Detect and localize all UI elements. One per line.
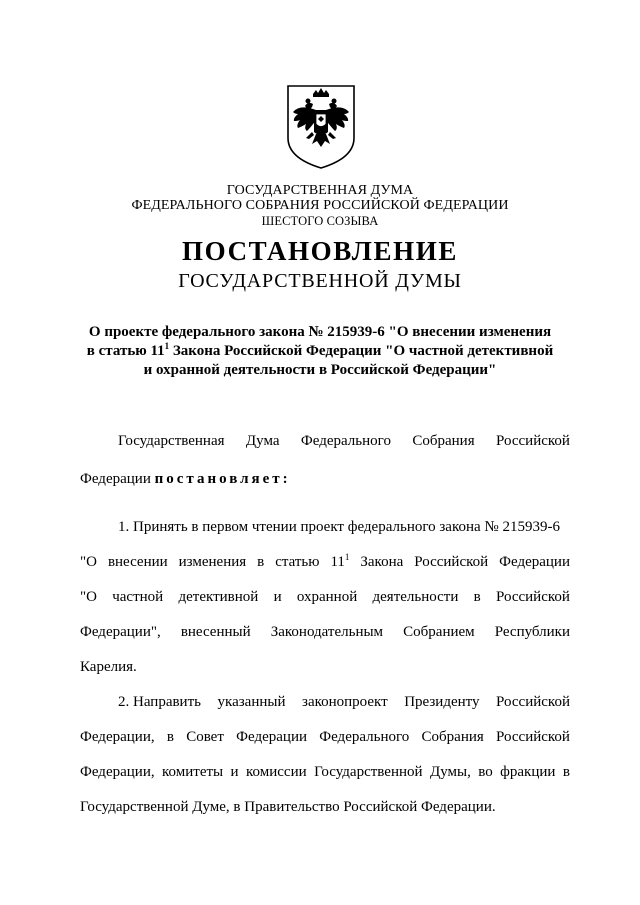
- document-subtitle: ГОСУДАРСТВЕННОЙ ДУМЫ: [178, 270, 462, 292]
- subject-line-1: О проекте федерального закона № 215939-6 "О внесении изменения: [88, 324, 552, 340]
- word: Законодательным: [270, 624, 384, 640]
- word: Думы,: [429, 764, 471, 780]
- russian-coat-of-arms-icon: [286, 84, 356, 170]
- subject-superscript: 1: [164, 341, 170, 351]
- item-1-line-3: [80, 588, 570, 606]
- word: Государственная: [118, 433, 225, 449]
- item-2-line-4: Государственной Думе, в Правительство Российской Федерации.: [80, 799, 496, 815]
- document-title: ПОСТАНОВЛЕНИЕ: [182, 236, 458, 266]
- preamble-text: Федерации: [80, 471, 155, 487]
- subject-line-2-end: Закона Российской Федерации "О частной детективной: [169, 343, 554, 359]
- word: указанный: [217, 694, 286, 710]
- word: Собранием: [403, 624, 475, 640]
- word: деятельности: [372, 589, 459, 605]
- item-2-line-3: [80, 763, 570, 781]
- item-1-line-2: [80, 553, 570, 572]
- word: статью: [275, 554, 320, 570]
- subject-line-3: и охранной деятельности в Российской Федерации": [143, 362, 497, 378]
- word: в: [257, 554, 265, 570]
- item-1-line-4: [80, 623, 570, 641]
- word: Собрания: [412, 433, 475, 449]
- word: Республики: [494, 624, 570, 640]
- word: Закона: [360, 554, 404, 570]
- word: 11: [330, 554, 345, 570]
- word: и: [230, 764, 239, 780]
- word: Российской: [414, 554, 489, 570]
- subject-line-2-start: в статью 11: [86, 343, 165, 359]
- word: в: [473, 589, 481, 605]
- word: в: [562, 764, 570, 780]
- article-number: [330, 553, 349, 572]
- word: 2. Направить: [118, 694, 201, 710]
- subject-line-2: [0, 342, 640, 361]
- preamble-line-2: [80, 470, 570, 488]
- word: Президенту: [404, 694, 480, 710]
- preamble-line-1: [118, 432, 570, 450]
- word: Совет: [186, 729, 224, 745]
- word: внесении: [107, 554, 168, 570]
- word: законопроект: [302, 694, 388, 710]
- item-2-line-2: [80, 728, 570, 746]
- word: Российской: [496, 694, 570, 710]
- word: Дума: [245, 433, 280, 449]
- word: Государственной: [314, 764, 423, 780]
- word: Федерации: [236, 729, 307, 745]
- org-line-federal-assembly: ФЕДЕРАЛЬНОГО СОБРАНИЯ РОССИЙСКОЙ ФЕДЕРАЦИИ: [131, 198, 509, 213]
- word: комитеты: [162, 764, 224, 780]
- word: и: [273, 589, 282, 605]
- item-1-line-1: 1. Принять в первом чтении проект федерального закона № 215939-6: [118, 519, 560, 535]
- word: охранной: [296, 589, 358, 605]
- word: Российской: [496, 589, 570, 605]
- word: фракции: [500, 764, 556, 780]
- word: Федерации,: [80, 764, 155, 780]
- item-1-line-5: Карелия.: [80, 659, 137, 675]
- word: Федерации: [499, 554, 570, 570]
- item-2-line-1: [118, 693, 570, 711]
- word: Федерального: [300, 433, 391, 449]
- word: "О: [80, 589, 97, 605]
- org-line-duma: ГОСУДАРСТВЕННАЯ ДУМА: [226, 183, 414, 198]
- resolves-word: постановляет:: [154, 471, 291, 487]
- word: во: [478, 764, 493, 780]
- word: изменения: [178, 554, 247, 570]
- word: Федерального: [319, 729, 410, 745]
- word: Собрания: [421, 729, 484, 745]
- word: внесенный: [180, 624, 251, 640]
- word: в: [166, 729, 174, 745]
- word: частной: [112, 589, 164, 605]
- word: комиссии: [246, 764, 307, 780]
- word: Российской: [496, 729, 570, 745]
- word: детективной: [178, 589, 259, 605]
- word: Федерации,: [80, 729, 155, 745]
- superscript: 1: [344, 552, 350, 562]
- word: Федерации",: [80, 624, 161, 640]
- word: Российской: [496, 433, 570, 449]
- org-line-convocation: ШЕСТОГО СОЗЫВА: [261, 214, 379, 228]
- word: "О: [80, 554, 97, 570]
